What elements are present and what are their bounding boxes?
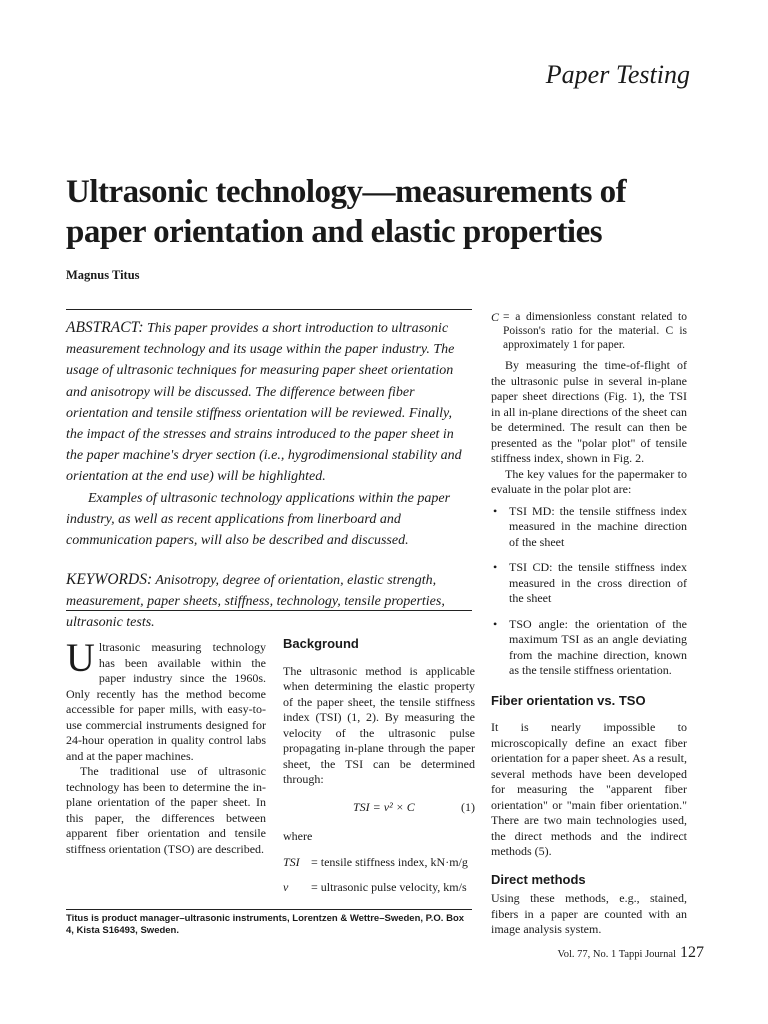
abstract-paragraph-2: Examples of ultrasonic technology applications within the paper industry, as well as recent applications from linerboard and communication papers, will also be described and discussed. (66, 490, 451, 549)
equation-number: (1) (461, 799, 475, 814)
fiber-orientation-paragraph: It is nearly impossible to microscopically define an exact fiber orientation for a paper sheet. As a result, several methods have been developed for measuring the "apparent fiber orientation" or "main fiber orientation." There are two main technologies used, the direct methods and the indirect methods (5). (491, 720, 687, 858)
journal-info: Vol. 77, No. 1 Tappi Journal (557, 949, 676, 960)
background-paragraph: The ultrasonic method is applicable when determining the elastic property of the paper sheet, the tensile stiffness index (TSI) (1, 2). By measuring the velocity of the ultrasonic pulse propagating in-plane through the paper sheet, the TSI can be determined through: (283, 663, 475, 786)
heading-direct-methods: Direct methods (491, 871, 586, 887)
definition-v (283, 880, 475, 896)
page-number: 127 (680, 944, 704, 961)
intro-paragraph-1: ltrasonic measuring technology has been available within the paper industry since the 1960s. Only recently has the method become accessible for paper mills, with easy-to-use commercial instruments designed for 24-hour operation in quality control labs and at the paper machines. (66, 640, 266, 763)
key-values-list (491, 504, 687, 679)
equation-1 (283, 800, 475, 816)
definition-tsi (283, 855, 475, 871)
definition-symbol: C (491, 310, 500, 324)
abstract-paragraph-1: This paper provides a short introduction to ultrasonic measurement technology and its usage within the paper industry. The usage of ultrasonic techniques for measuring paper sheet orientation and anisotropy will be discussed. The difference between fiber orientation and tensile stiffness orientation will be reviewed. Finally, the impact of the stresses and strains introduced to the paper sheet in the paper machine's dryer section (i.e., hygrodimensional stability and orientation at the end use) will be highlighted. (66, 321, 462, 485)
list-item: • TSI MD: the tensile stiffness index measured in the machine direction of the sheet (491, 504, 687, 551)
definition-text: = ultrasonic pulse velocity, km/s (311, 880, 467, 894)
heading-background: Background (283, 636, 359, 651)
list-item: • TSO angle: the orientation of the maximum TSI as an angle deviating from the machine direction, known as the tensile stiffness orientation. (491, 617, 687, 679)
page-footer (540, 944, 704, 962)
keywords-text: Anisotropy, degree of orientation, elastic strength, measurement, paper sheets, stiffness, technology, tensile properties, ultrasonic tests. (66, 573, 445, 631)
definition-symbol: TSI (283, 854, 300, 869)
where-label: where (283, 829, 313, 843)
abstract (66, 317, 472, 551)
article-title: Ultrasonic technology—measurements of paper orientation and elastic properties (66, 174, 627, 250)
col3-paragraph-2: The key values for the papermaker to evaluate in the polar plot are: (491, 466, 687, 496)
abstract-bottom-rule (66, 610, 472, 611)
column-3 (491, 310, 687, 938)
list-item: • TSI CD: the tensile stiffness index measured in the cross direction of the sheet (491, 560, 687, 607)
keywords (66, 569, 472, 634)
footnote-rule (66, 909, 472, 910)
abstract-top-rule (66, 309, 472, 310)
abstract-lead: ABSTRACT: (66, 319, 144, 336)
intro-paragraph-2: The traditional use of ultrasonic technology has been to determine the in-plane orientation of the paper sheet. In this paper, the differences between apparent fiber orientation and tensile stiffness orientation (TSO) are described. (66, 764, 266, 856)
section-label: Paper Testing (545, 60, 690, 89)
column-1 (66, 635, 266, 857)
heading-fiber-orientation: Fiber orientation vs. TSO (491, 692, 646, 708)
author-footnote: Titus is product manager–ultrasonic instruments, Lorentzen & Wettre–Sweden, P.O. Box 4, Kista S16493, Sweden. (66, 913, 465, 936)
keywords-lead: KEYWORDS: (66, 571, 153, 588)
definition-c (491, 310, 687, 352)
author-name: Magnus Titus (66, 268, 140, 282)
drop-cap: U (66, 635, 95, 680)
direct-methods-paragraph: Using these methods, e.g., stained, fibers in a paper are counted with an image analysis system. (491, 891, 687, 936)
column-2 (283, 636, 475, 896)
definition-text: = a dimensionless constant related to Poisson's ratio for the material. C is approximately 1 for paper. (502, 311, 687, 351)
col3-paragraph-1: By measuring the time-of-flight of the ultrasonic pulse in several in-plane paper sheet directions (Fig. 1), the TSI in all in-plane directions of the sheet can be determined. The result can then be presented as the "polar plot" of tensile stiffness index, shown in Fig. 2. (491, 358, 687, 465)
definition-symbol: v (283, 880, 289, 894)
definition-text: = tensile stiffness index, kN·m/g (311, 854, 468, 869)
equation-text: TSI = v² × C (353, 799, 415, 814)
